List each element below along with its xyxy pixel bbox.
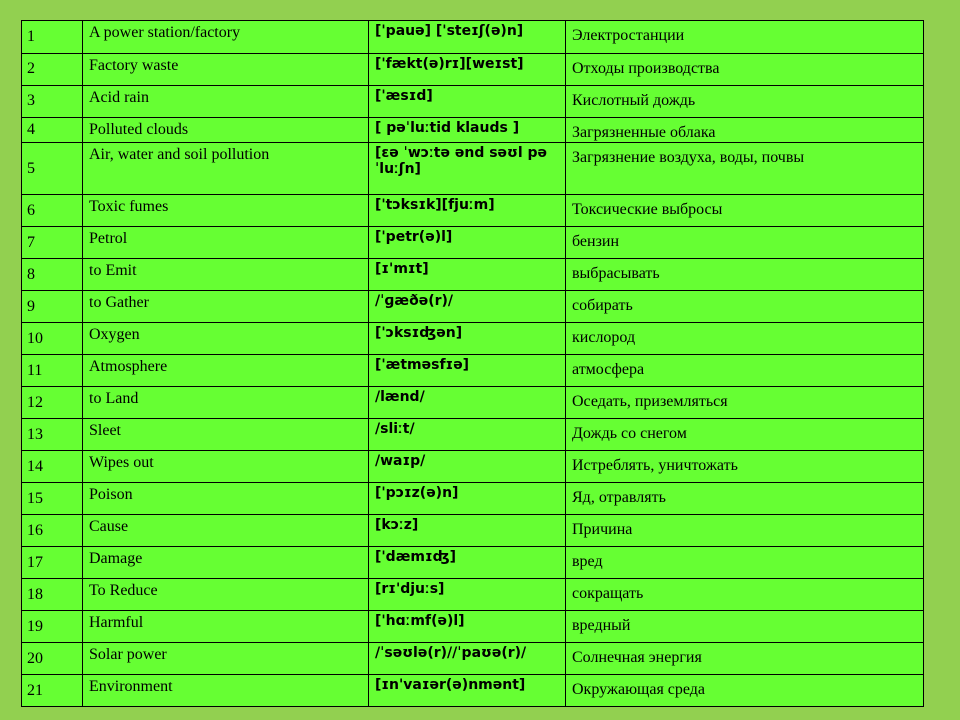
english-term: Oxygen: [83, 323, 369, 355]
transcription: [ɪ'mɪt]: [369, 259, 566, 291]
transcription: [ pəˈluːtid klauds ]: [369, 118, 566, 143]
row-number: 1: [22, 21, 83, 54]
table-row: [22, 118, 924, 143]
transcription: ['pauə] ['steɪʃ(ə)n]: [369, 21, 566, 54]
table-row: [22, 291, 924, 323]
english-term: to Gather: [83, 291, 369, 323]
transcription: /ˈɡæðə(r)/: [369, 291, 566, 323]
row-number: 19: [22, 611, 83, 643]
transcription: ['dæmɪʤ]: [369, 547, 566, 579]
russian-translation: кислород: [566, 323, 924, 355]
english-term: To Reduce: [83, 579, 369, 611]
vocabulary-table-body: [22, 21, 924, 707]
english-term: Toxic fumes: [83, 195, 369, 227]
transcription: /lænd/: [369, 387, 566, 419]
row-number: 16: [22, 515, 83, 547]
table-row: [22, 515, 924, 547]
english-term: Polluted clouds: [83, 118, 369, 143]
table-row: [22, 54, 924, 86]
table-row: [22, 579, 924, 611]
transcription: [kɔːz]: [369, 515, 566, 547]
transcription: ['hɑːmf(ə)l]: [369, 611, 566, 643]
english-term: Atmosphere: [83, 355, 369, 387]
table-row: [22, 355, 924, 387]
row-number: 11: [22, 355, 83, 387]
row-number: 2: [22, 54, 83, 86]
russian-translation: собирать: [566, 291, 924, 323]
russian-translation: Солнечная энергия: [566, 643, 924, 675]
english-term: Factory waste: [83, 54, 369, 86]
russian-translation: вред: [566, 547, 924, 579]
russian-translation: Причина: [566, 515, 924, 547]
english-term: to Emit: [83, 259, 369, 291]
transcription: ['ætməsfɪə]: [369, 355, 566, 387]
english-term: A power station/factory: [83, 21, 369, 54]
vocabulary-table: [21, 20, 924, 707]
table-row: [22, 675, 924, 707]
row-number: 9: [22, 291, 83, 323]
transcription: ['æsɪd]: [369, 86, 566, 118]
english-term: Acid rain: [83, 86, 369, 118]
transcription: ['petr(ə)l]: [369, 227, 566, 259]
table-row: [22, 323, 924, 355]
transcription: ['ɔksɪʤən]: [369, 323, 566, 355]
transcription: ['tɔksɪk][fjuːm]: [369, 195, 566, 227]
russian-translation: Дождь со снегом: [566, 419, 924, 451]
row-number: 6: [22, 195, 83, 227]
english-term: Wipes out: [83, 451, 369, 483]
english-term: Solar power: [83, 643, 369, 675]
table-row: [22, 143, 924, 195]
table-row: [22, 483, 924, 515]
row-number: 7: [22, 227, 83, 259]
row-number: 3: [22, 86, 83, 118]
russian-translation: вредный: [566, 611, 924, 643]
russian-translation: Окружающая среда: [566, 675, 924, 707]
russian-translation: Отходы производства: [566, 54, 924, 86]
row-number: 18: [22, 579, 83, 611]
table-row: [22, 643, 924, 675]
row-number: 4: [22, 118, 83, 143]
row-number: 20: [22, 643, 83, 675]
row-number: 13: [22, 419, 83, 451]
english-term: Sleet: [83, 419, 369, 451]
table-row: [22, 195, 924, 227]
table-row: [22, 611, 924, 643]
row-number: 12: [22, 387, 83, 419]
english-term: Damage: [83, 547, 369, 579]
row-number: 21: [22, 675, 83, 707]
transcription: /waɪp/: [369, 451, 566, 483]
row-number: 14: [22, 451, 83, 483]
russian-translation: Загрязнение воздуха, воды, почвы: [566, 143, 924, 195]
transcription: /sliːt/: [369, 419, 566, 451]
table-row: [22, 451, 924, 483]
russian-translation: выбрасывать: [566, 259, 924, 291]
english-term: to Land: [83, 387, 369, 419]
english-term: Air, water and soil pollution: [83, 143, 369, 195]
russian-translation: атмосфера: [566, 355, 924, 387]
transcription: ['fækt(ə)rɪ][weɪst]: [369, 54, 566, 86]
table-row: [22, 387, 924, 419]
table-row: [22, 547, 924, 579]
russian-translation: Электростанции: [566, 21, 924, 54]
table-row: [22, 419, 924, 451]
transcription: ['pɔɪz(ə)n]: [369, 483, 566, 515]
row-number: 15: [22, 483, 83, 515]
transcription: /ˈsəʊlə(r)//ˈpaʊə(r)/: [369, 643, 566, 675]
russian-translation: Истреблять, уничтожать: [566, 451, 924, 483]
russian-translation: сокращать: [566, 579, 924, 611]
english-term: Cause: [83, 515, 369, 547]
russian-translation: Кислотный дождь: [566, 86, 924, 118]
transcription: [εə ˈwɔːtə ənd səʊl pə ˈluːʃn]: [369, 143, 566, 195]
table-row: [22, 227, 924, 259]
english-term: Harmful: [83, 611, 369, 643]
russian-translation: Загрязненные облака: [566, 118, 924, 143]
table-row: [22, 86, 924, 118]
russian-translation: Оседать, приземляться: [566, 387, 924, 419]
english-term: Petrol: [83, 227, 369, 259]
row-number: 17: [22, 547, 83, 579]
russian-translation: Токсические выбросы: [566, 195, 924, 227]
row-number: 8: [22, 259, 83, 291]
transcription: [ɪn'vaɪər(ə)nmənt]: [369, 675, 566, 707]
row-number: 5: [22, 143, 83, 195]
english-term: Poison: [83, 483, 369, 515]
table-row: [22, 21, 924, 54]
russian-translation: Яд, отравлять: [566, 483, 924, 515]
russian-translation: бензин: [566, 227, 924, 259]
transcription: [rɪ'djuːs]: [369, 579, 566, 611]
row-number: 10: [22, 323, 83, 355]
english-term: Environment: [83, 675, 369, 707]
table-row: [22, 259, 924, 291]
